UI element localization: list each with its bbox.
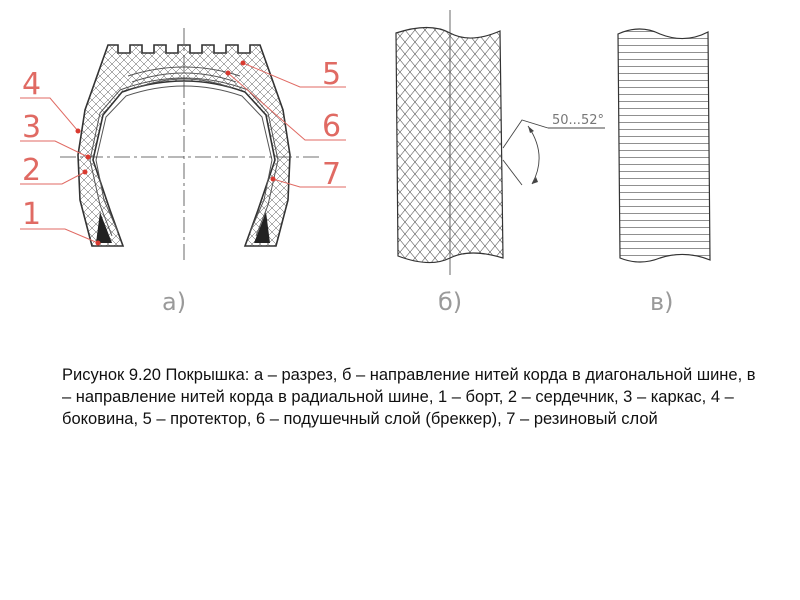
sublabel-b: б) — [438, 288, 463, 316]
callout-5: 5 — [322, 57, 342, 92]
tire-section — [60, 28, 320, 262]
callout-1: 1 — [22, 197, 42, 232]
leader-lines — [20, 63, 346, 243]
callout-4: 4 — [22, 67, 42, 102]
sublabel-c: в) — [650, 288, 674, 316]
callout-7: 7 — [322, 157, 342, 192]
angle-label: 50...52° — [552, 113, 604, 128]
figure-caption: Рисунок 9.20 Покрышка: а – разрез, б – направление нитей корда в диагональной шине, в – направление нитей корда в радиальной шине, 1 – борт, 2 – сердечник, 3 – каркас, 4 – боковина, 5 – протектор, 6 – подушечный слой (бреккер), 7 – резиновый слой — [62, 366, 756, 428]
radial-cord-panel — [618, 29, 710, 262]
callout-3: 3 — [22, 110, 42, 145]
callout-2: 2 — [22, 153, 42, 188]
sublabel-a: а) — [162, 288, 187, 316]
diagonal-cord-panel — [396, 10, 605, 275]
callout-6: 6 — [322, 109, 342, 144]
